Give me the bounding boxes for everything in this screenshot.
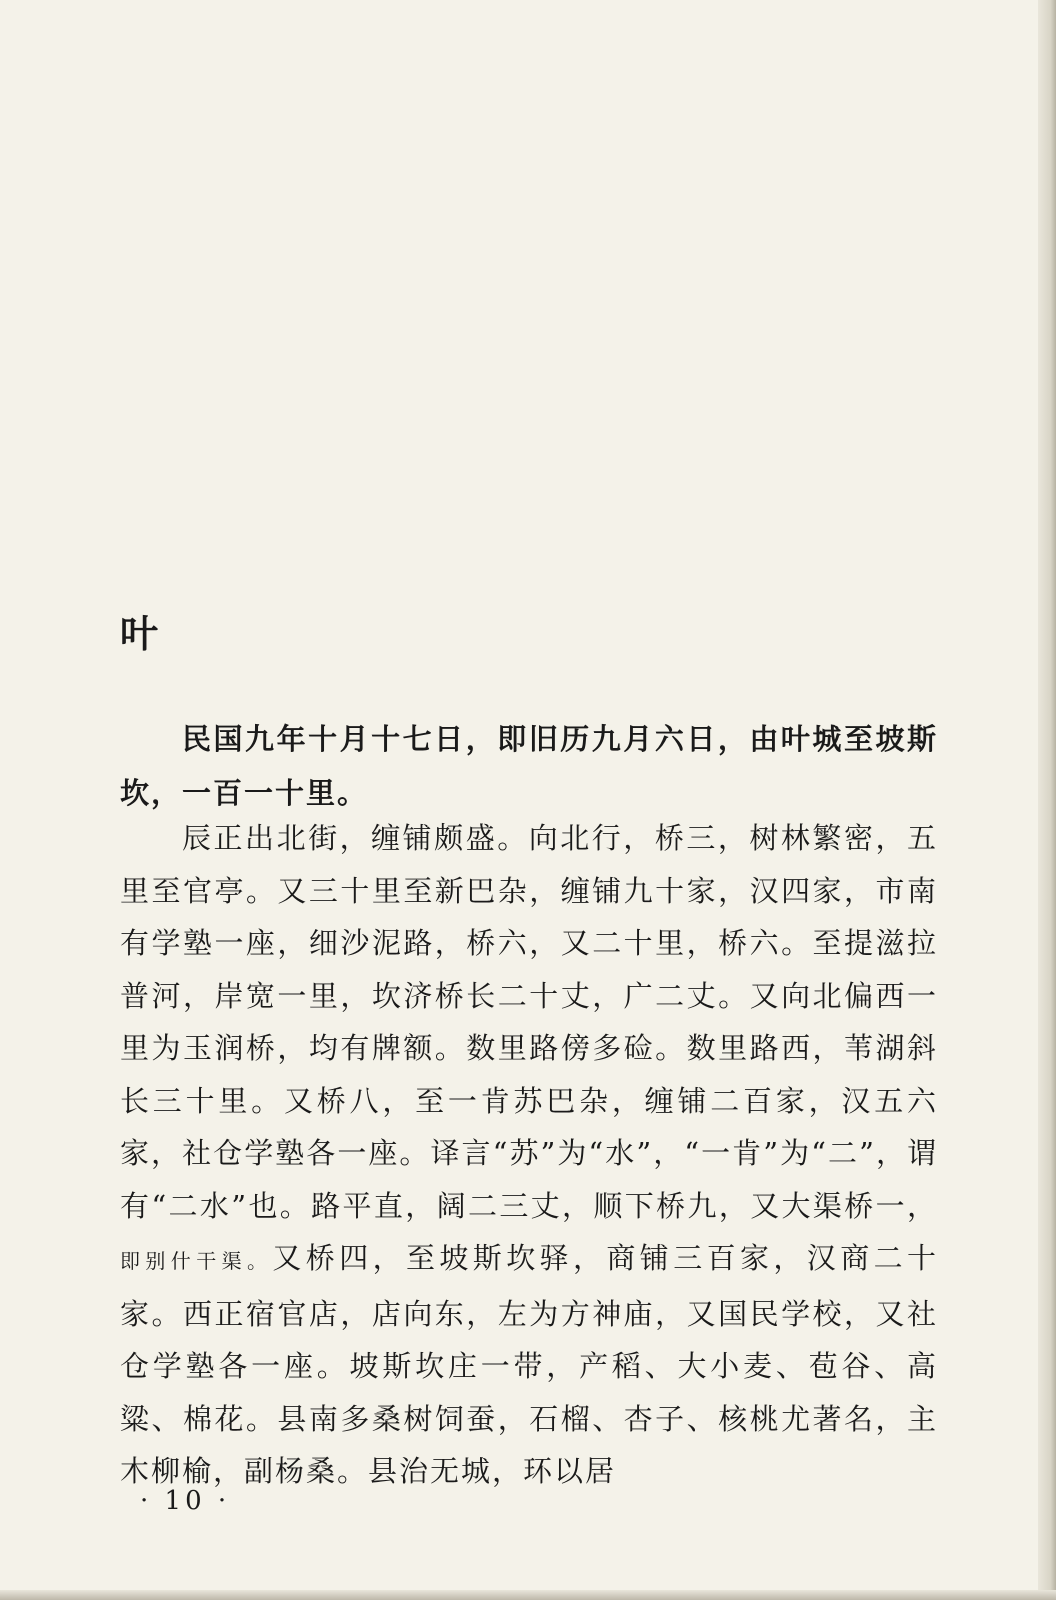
diary-entry-heading: 民国九年十月十七日，即旧历九月六日，由叶城至坡斯坎，一百一十里。 <box>120 722 938 810</box>
body-text-part-2: 又桥四，至坡斯坎驿，商铺三百家，汉商二十家。西正宿官店，店向东，左为方神庙，又国民学校，又社仓学塾各一座。坡斯坎庄一带，产稻、大小麦、苞谷、高粱、棉花。县南多桑树饲蚕，石榴、杏子、核桃尤著名，主木柳榆，副杨桑。县治无城，环以居 <box>120 1241 938 1488</box>
inline-note: 即别什干渠。 <box>120 1249 273 1273</box>
page-number: · 10 · <box>140 1486 231 1516</box>
page-edge-shadow <box>1038 0 1056 1600</box>
body-text-part-1: 辰正出北街，缠铺颇盛。向北行，桥三，树林繁密，五里至官亭。又三十里至新巴杂，缠铺九十家，汉四家，市南有学塾一座，细沙泥路，桥六，又二十里，桥六。至提滋拉普河，岸宽一里，坎济桥长二十丈，广二丈。又向北偏西一里为玉润桥，均有牌额。数里路傍多硷。数里路西，苇湖斜长三十里。又桥八，至一肯苏巴杂，缠铺二百家，汉五六家，社仓学塾各一座。译言“苏”为“水”，“一肯”为“二”，谓有“二水”也。路平直，阔二三丈，顺下桥九，又大渠桥一， <box>120 821 938 1223</box>
diary-entry-body <box>120 812 938 1498</box>
chapter-title: 叶 <box>120 612 159 656</box>
page-bottom-edge <box>0 1590 1056 1600</box>
